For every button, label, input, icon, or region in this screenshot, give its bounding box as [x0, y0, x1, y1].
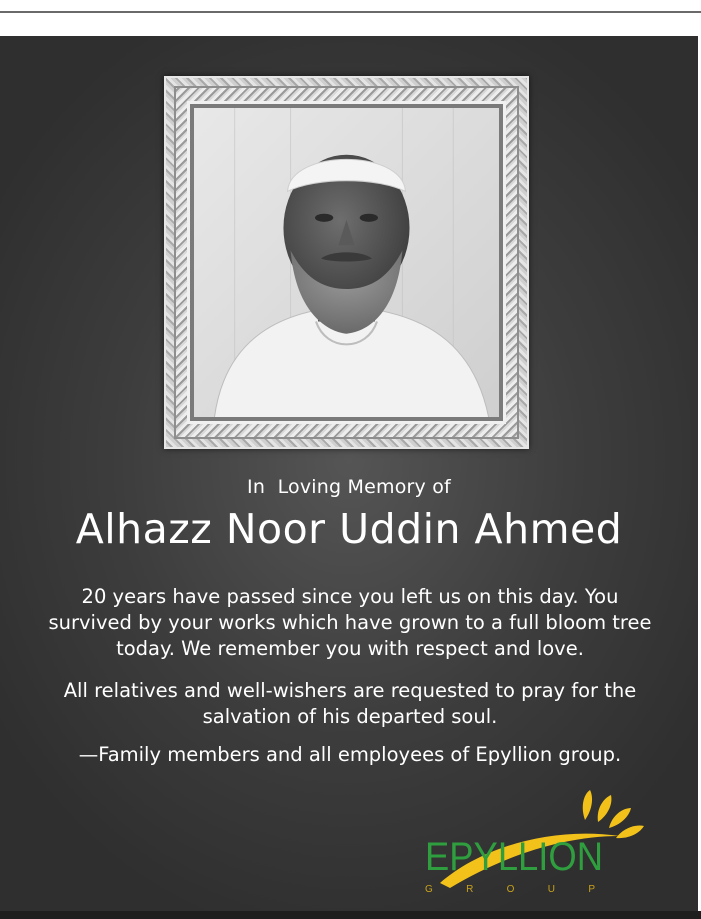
logo-wordmark: EPYLLION — [425, 835, 603, 879]
prayer-request-paragraph: All relatives and well-wishers are requested to pray for the salvation of his departed soul. — [63, 679, 637, 728]
remembrance-paragraph: 20 years have passed since you left us on this day. You survived by your works which have grown to a full bloom tree today. We remember you with respect and love. — [48, 585, 652, 660]
ornate-photo-frame — [164, 76, 529, 449]
top-divider — [0, 11, 701, 13]
deceased-name: Alhazz Noor Uddin Ahmed — [75, 505, 623, 553]
memory-heading: In Loving Memory of — [247, 476, 451, 498]
signature-line: —Family members and all employees of Epyllion group. — [78, 743, 622, 766]
portrait-photo — [194, 108, 499, 418]
frame-inner-border — [190, 104, 503, 421]
logo-subtitle: G R O U P — [425, 884, 595, 895]
epyllion-group-logo — [420, 788, 650, 898]
bottom-divider — [0, 911, 701, 919]
